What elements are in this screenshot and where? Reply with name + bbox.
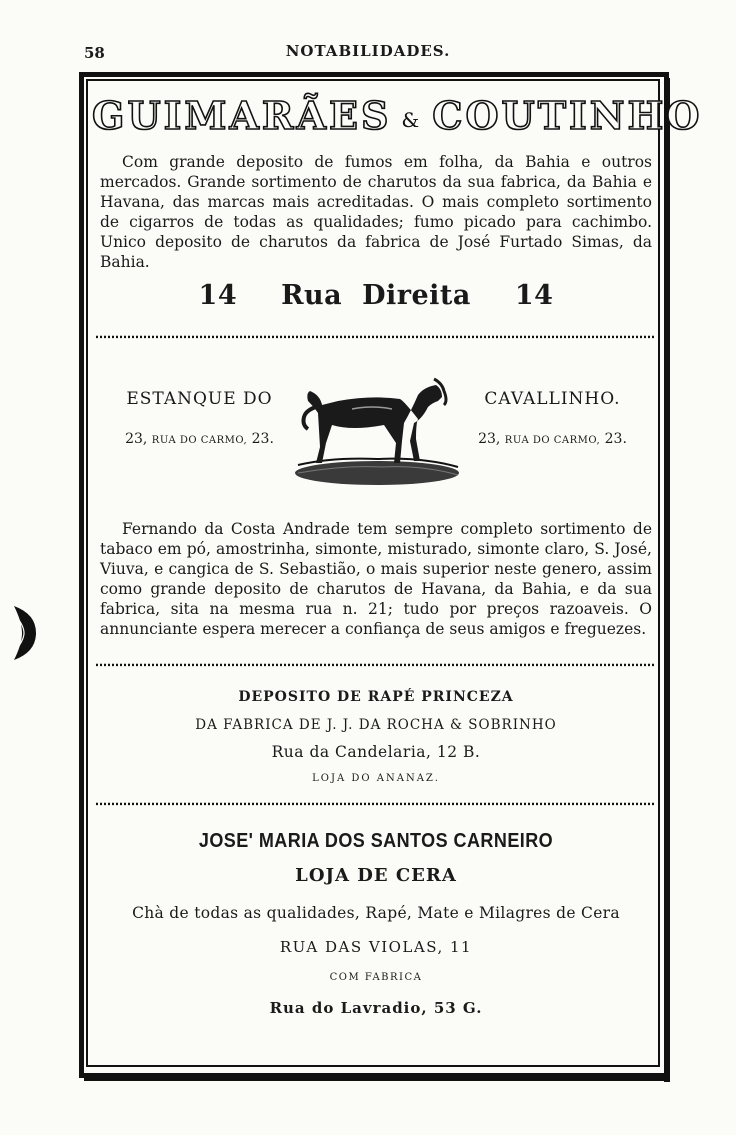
- ad2-address-right: 23, RUA DO CARMO, 23.: [478, 430, 627, 447]
- ad4-products: Chà de todas as qualidades, Rapé, Mate e Milagres de Cera: [132, 903, 620, 922]
- ad1-address-number-left: 14: [198, 279, 238, 311]
- ad-estanque-cavallinho: [92, 361, 660, 669]
- ad2-right: [465, 389, 640, 447]
- ad1-address-number-right: 14: [514, 279, 554, 311]
- ad2-address-left: 23, RUA DO CARMO, 23.: [125, 430, 274, 447]
- ad2-left: [112, 389, 287, 447]
- divider: [96, 661, 656, 669]
- ad1-address: [92, 280, 660, 311]
- divider: [96, 333, 656, 341]
- ad4-subtitle: LOJA DE CERA: [295, 864, 457, 886]
- ad1-body: Com grande deposito de fumos em folha, da Bahia e outros mercados. Grande sortimento de charutos da sua fabrica, da Bahia e Havana, das marcas mais acreditadas. O mais completo sortimento de cigarros de todas as qualidades; fumo picado para cachimbo. Unico deposito de charutos da fabrica de José Furtado Simas, da Bahia.: [100, 152, 652, 271]
- ad1-title-amp: &: [401, 107, 423, 132]
- ad3-shop: LOJA DO ANANAZ.: [312, 772, 440, 784]
- ad-guimaraes-coutinho: [92, 92, 703, 341]
- margin-mark-icon: [12, 604, 38, 662]
- frame-shadow-right: [664, 78, 670, 1082]
- ad3-address: Rua da Candelaria, 12 B.: [271, 742, 481, 761]
- ad4-factory-address: Rua do Lavradio, 53 G.: [269, 998, 483, 1017]
- ad1-title-right: COUTINHO: [432, 93, 703, 138]
- ad1-title-left: GUIMARÃES: [92, 93, 392, 138]
- ad1-title: [92, 92, 703, 144]
- ad3-subtitle: DA FABRICA DE J. J. DA ROCHA & SOBRINHO: [195, 716, 557, 733]
- ad2-header: [92, 361, 660, 511]
- ad4-factory-label: COM FABRICA: [329, 971, 423, 983]
- advertisements: [92, 86, 703, 1017]
- ad4-address: RUA DAS VIOLAS, 11: [279, 937, 473, 956]
- ad2-name-right: CAVALLINHO.: [484, 388, 621, 409]
- page-number: 58: [84, 44, 105, 62]
- frame-shadow-bottom: [84, 1076, 670, 1081]
- horse-engraving-icon: [292, 361, 462, 491]
- ad3-title: DEPOSITO DE RAPÉ PRINCEZA: [238, 688, 514, 705]
- ad2-body: Fernando da Costa Andrade tem sempre completo sortimento de tabaco em pó, amostrinha, simonte, misturado, simonte claro, S. José, Viuva, e cangica de S. Sebastião, o mais superior neste genero, assim como grande deposito de charutos de Havana, da Bahia, e da sua fabrica, sita na mesma rua n. 21; tudo por preços razoaveis. O annunciante espera merecer a confiança de seus amigos e freguezes.: [100, 519, 652, 638]
- ad2-name-left: ESTANQUE DO: [126, 388, 273, 409]
- ad1-address-street: Rua Direita: [281, 279, 471, 311]
- ad-jose-maria: [92, 830, 660, 1017]
- ad4-title: JOSE' MARIA DOS SANTOS CARNEIRO: [198, 829, 554, 852]
- running-title: NOTABILIDADES.: [285, 42, 451, 60]
- divider: [96, 800, 656, 808]
- ad-deposito-rape: [92, 689, 660, 808]
